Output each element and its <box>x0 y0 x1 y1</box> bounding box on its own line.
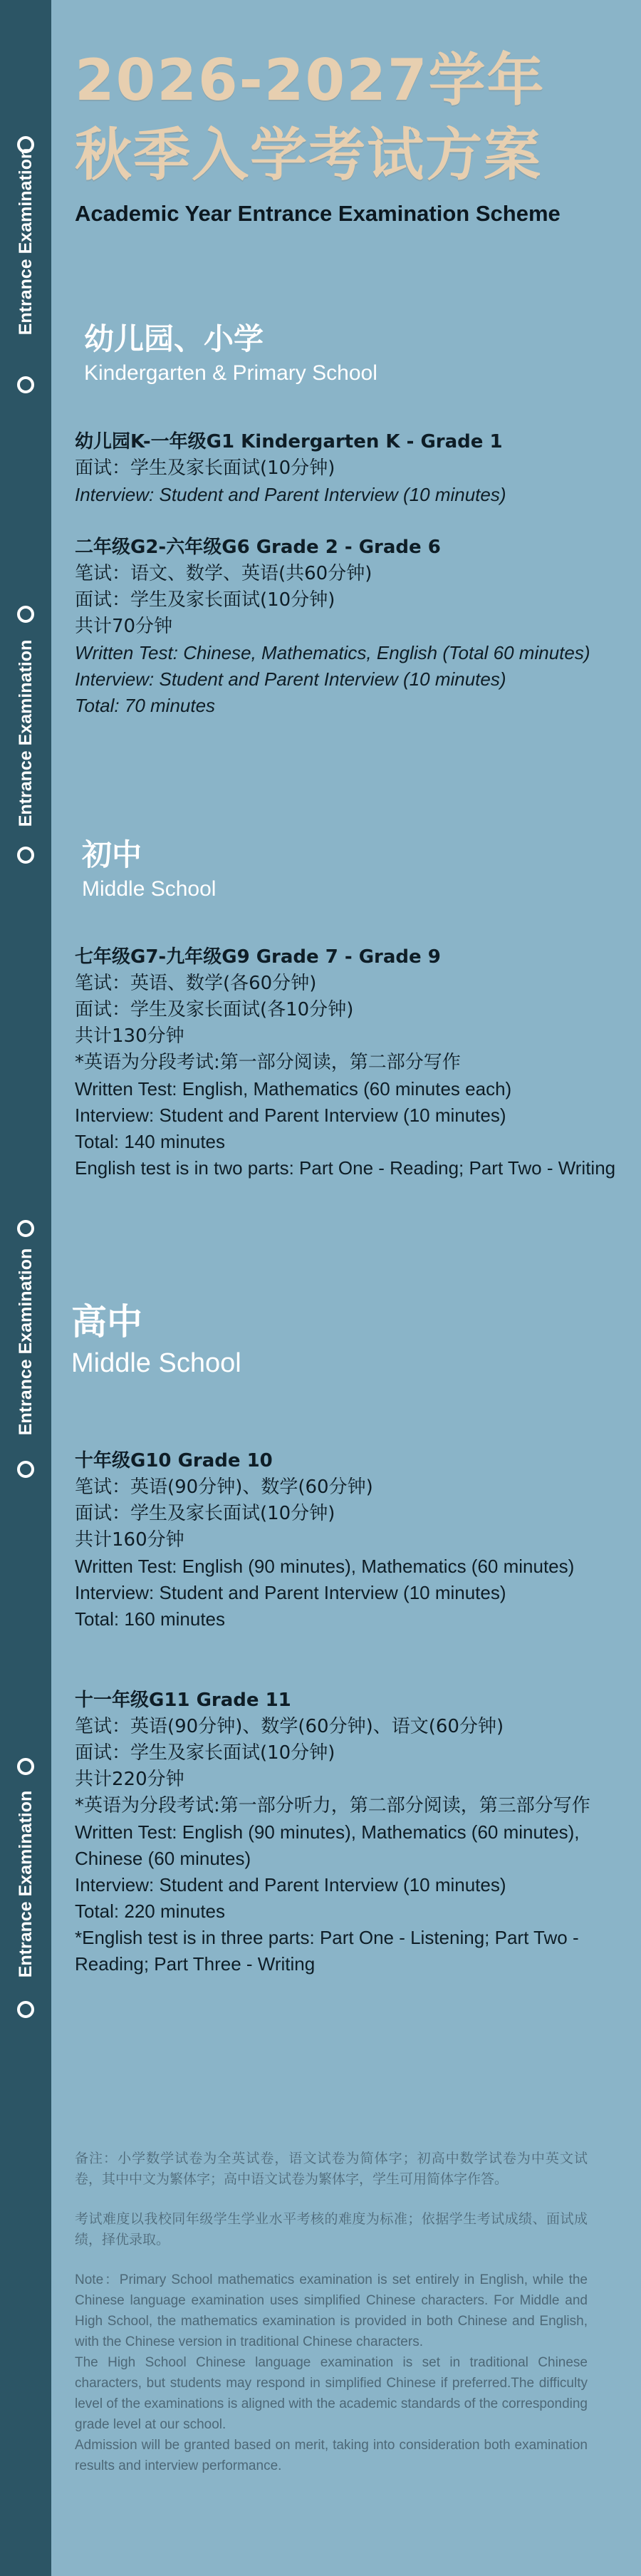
text-line: 共计130分钟 <box>75 1025 184 1047</box>
grade-heading: 七年级G7-九年级G9 Grade 7 - Grade 9 <box>75 946 441 968</box>
grade-heading: 十一年级G11 Grade 11 <box>75 1690 291 1711</box>
section-title-zh: 高中 <box>71 1301 142 1343</box>
section-title-zh: 初中 <box>82 837 142 872</box>
grade-block-g7-g9 <box>75 944 630 1181</box>
text-line: Written Test: Chinese, Mathematics, English (Total 60 minutes) <box>75 642 590 663</box>
text-line: 共计160分钟 <box>75 1529 184 1551</box>
note-zh-2: 考试难度以我校同年级学生学业水平考核的难度为标准；依据学生考试成绩、面试成绩，择优录取。 <box>75 2212 588 2247</box>
page-title-line1: 2026-2027学年 <box>75 47 546 113</box>
section-title-en: Kindergarten & Primary School <box>84 361 377 385</box>
text-line: Written Test: English (90 minutes), Mathematics (60 minutes), Chinese (60 minutes) <box>75 1821 580 1869</box>
text-line: Interview: Student and Parent Interview (10 minutes) <box>75 1105 506 1126</box>
text-line: 共计70分钟 <box>75 616 173 637</box>
section-title-zh: 幼儿园、小学 <box>84 321 264 356</box>
note-zh-1: 备注：小学数学试卷为全英试卷，语文试卷为简体字；初高中数学试卷为中英文试卷，其中中文为繁体字；高中语文试卷为繁体字，学生可用简体字作答。 <box>75 2151 588 2187</box>
text-line: 共计220分钟 <box>75 1769 184 1790</box>
grade-block-k1 <box>75 429 630 508</box>
note-en: Note：Primary School mathematics examination is set entirely in English, while the Chinese language examination uses simplified Chinese characters. For Middle and High School, the mathematics examination is provided in both Chinese and English, with the Chinese version in traditional Chinese characters. The High School Chinese language examination is set in traditional Chinese characters, but students may respond in simplified Chinese if preferred.The difficulty level of the examinations is aligned with the academic standards of the corresponding grade level at our school. Admission will be granted based on merit, taking into consideration both examination results and interview performance. <box>75 2272 588 2473</box>
sidebar-label: Entrance Examination <box>16 148 36 336</box>
text-line: 面试：学生及家长面试(10分钟) <box>75 1742 335 1764</box>
text-line: Total: 220 minutes <box>75 1900 226 1922</box>
section-primary <box>84 319 640 388</box>
text-line: Interview: Student and Parent Interview (10 minutes) <box>75 1874 506 1895</box>
text-line: 笔试：英语(90分钟)、数学(60分钟)、语文(60分钟) <box>75 1716 504 1737</box>
text-line: 笔试：英语(90分钟)、数学(60分钟) <box>75 1476 373 1498</box>
page-subtitle: Academic Year Entrance Examination Scheme <box>75 201 561 226</box>
ring-icon <box>17 847 34 864</box>
text-line: Total: 70 minutes <box>75 695 216 716</box>
text-line: Interview: Student and Parent Interview (10 minutes) <box>75 1582 506 1603</box>
section-high <box>71 1298 627 1381</box>
grade-heading: 二年级G2-六年级G6 Grade 2 - Grade 6 <box>75 537 441 558</box>
text-line: 笔试：英语、数学(各60分钟) <box>75 973 317 994</box>
section-middle <box>82 835 637 904</box>
section-title-en: Middle School <box>71 1348 241 1378</box>
grade-block-g2-g6 <box>75 534 630 719</box>
text-line: Interview: Student and Parent Interview (10 minutes) <box>75 668 506 690</box>
text-line: 笔试：语文、数学、英语(共60分钟) <box>75 563 372 584</box>
section-title-en: Middle School <box>82 877 217 901</box>
text-line: *English test is in three parts: Part One - Listening; Part Two - Reading; Part Three - Writing <box>75 1927 579 1975</box>
text-line: Total: 140 minutes <box>75 1131 226 1152</box>
text-line: Written Test: English, Mathematics (60 minutes each) <box>75 1078 512 1100</box>
grade-heading: 幼儿园K-一年级G1 Kindergarten K - Grade 1 <box>75 431 503 452</box>
sidebar-label: Entrance Examination <box>16 1790 36 1978</box>
text-line: 面试：学生及家长面试(10分钟) <box>75 1503 335 1524</box>
text-line: *英语为分段考试:第一部分听力，第二部分阅读，第三部分写作 <box>75 1795 590 1816</box>
ring-icon <box>17 2001 34 2018</box>
grade-heading: 十年级G10 Grade 10 <box>75 1450 273 1471</box>
ring-icon <box>17 376 34 393</box>
text-line: 面试：学生及家长面试(10分钟) <box>75 589 335 611</box>
text-line: *英语为分段考试:第一部分阅读，第二部分写作 <box>75 1052 461 1073</box>
sidebar <box>0 0 51 2576</box>
grade-block-g11 <box>75 1687 630 1977</box>
grade-block-g10 <box>75 1448 630 1633</box>
text-line: English test is in two parts: Part One - Reading; Part Two - Writing <box>75 1157 616 1179</box>
page-title-line2: 秋季入学考试方案 <box>75 122 542 188</box>
text-line: Total: 160 minutes <box>75 1608 226 1630</box>
text-line: 面试：学生及家长面试(各10分钟) <box>75 999 354 1020</box>
sidebar-label: Entrance Examination <box>16 1248 36 1436</box>
ring-icon <box>17 606 34 623</box>
text-line: Interview: Student and Parent Interview (10 minutes) <box>75 484 506 505</box>
sidebar-label: Entrance Examination <box>16 639 36 827</box>
header <box>75 43 630 227</box>
text-line: Written Test: English (90 minutes), Mathematics (60 minutes) <box>75 1556 575 1577</box>
ring-icon <box>17 1461 34 1478</box>
text-line: 面试：学生及家长面试(10分钟) <box>75 457 335 479</box>
ring-icon <box>17 1758 34 1775</box>
